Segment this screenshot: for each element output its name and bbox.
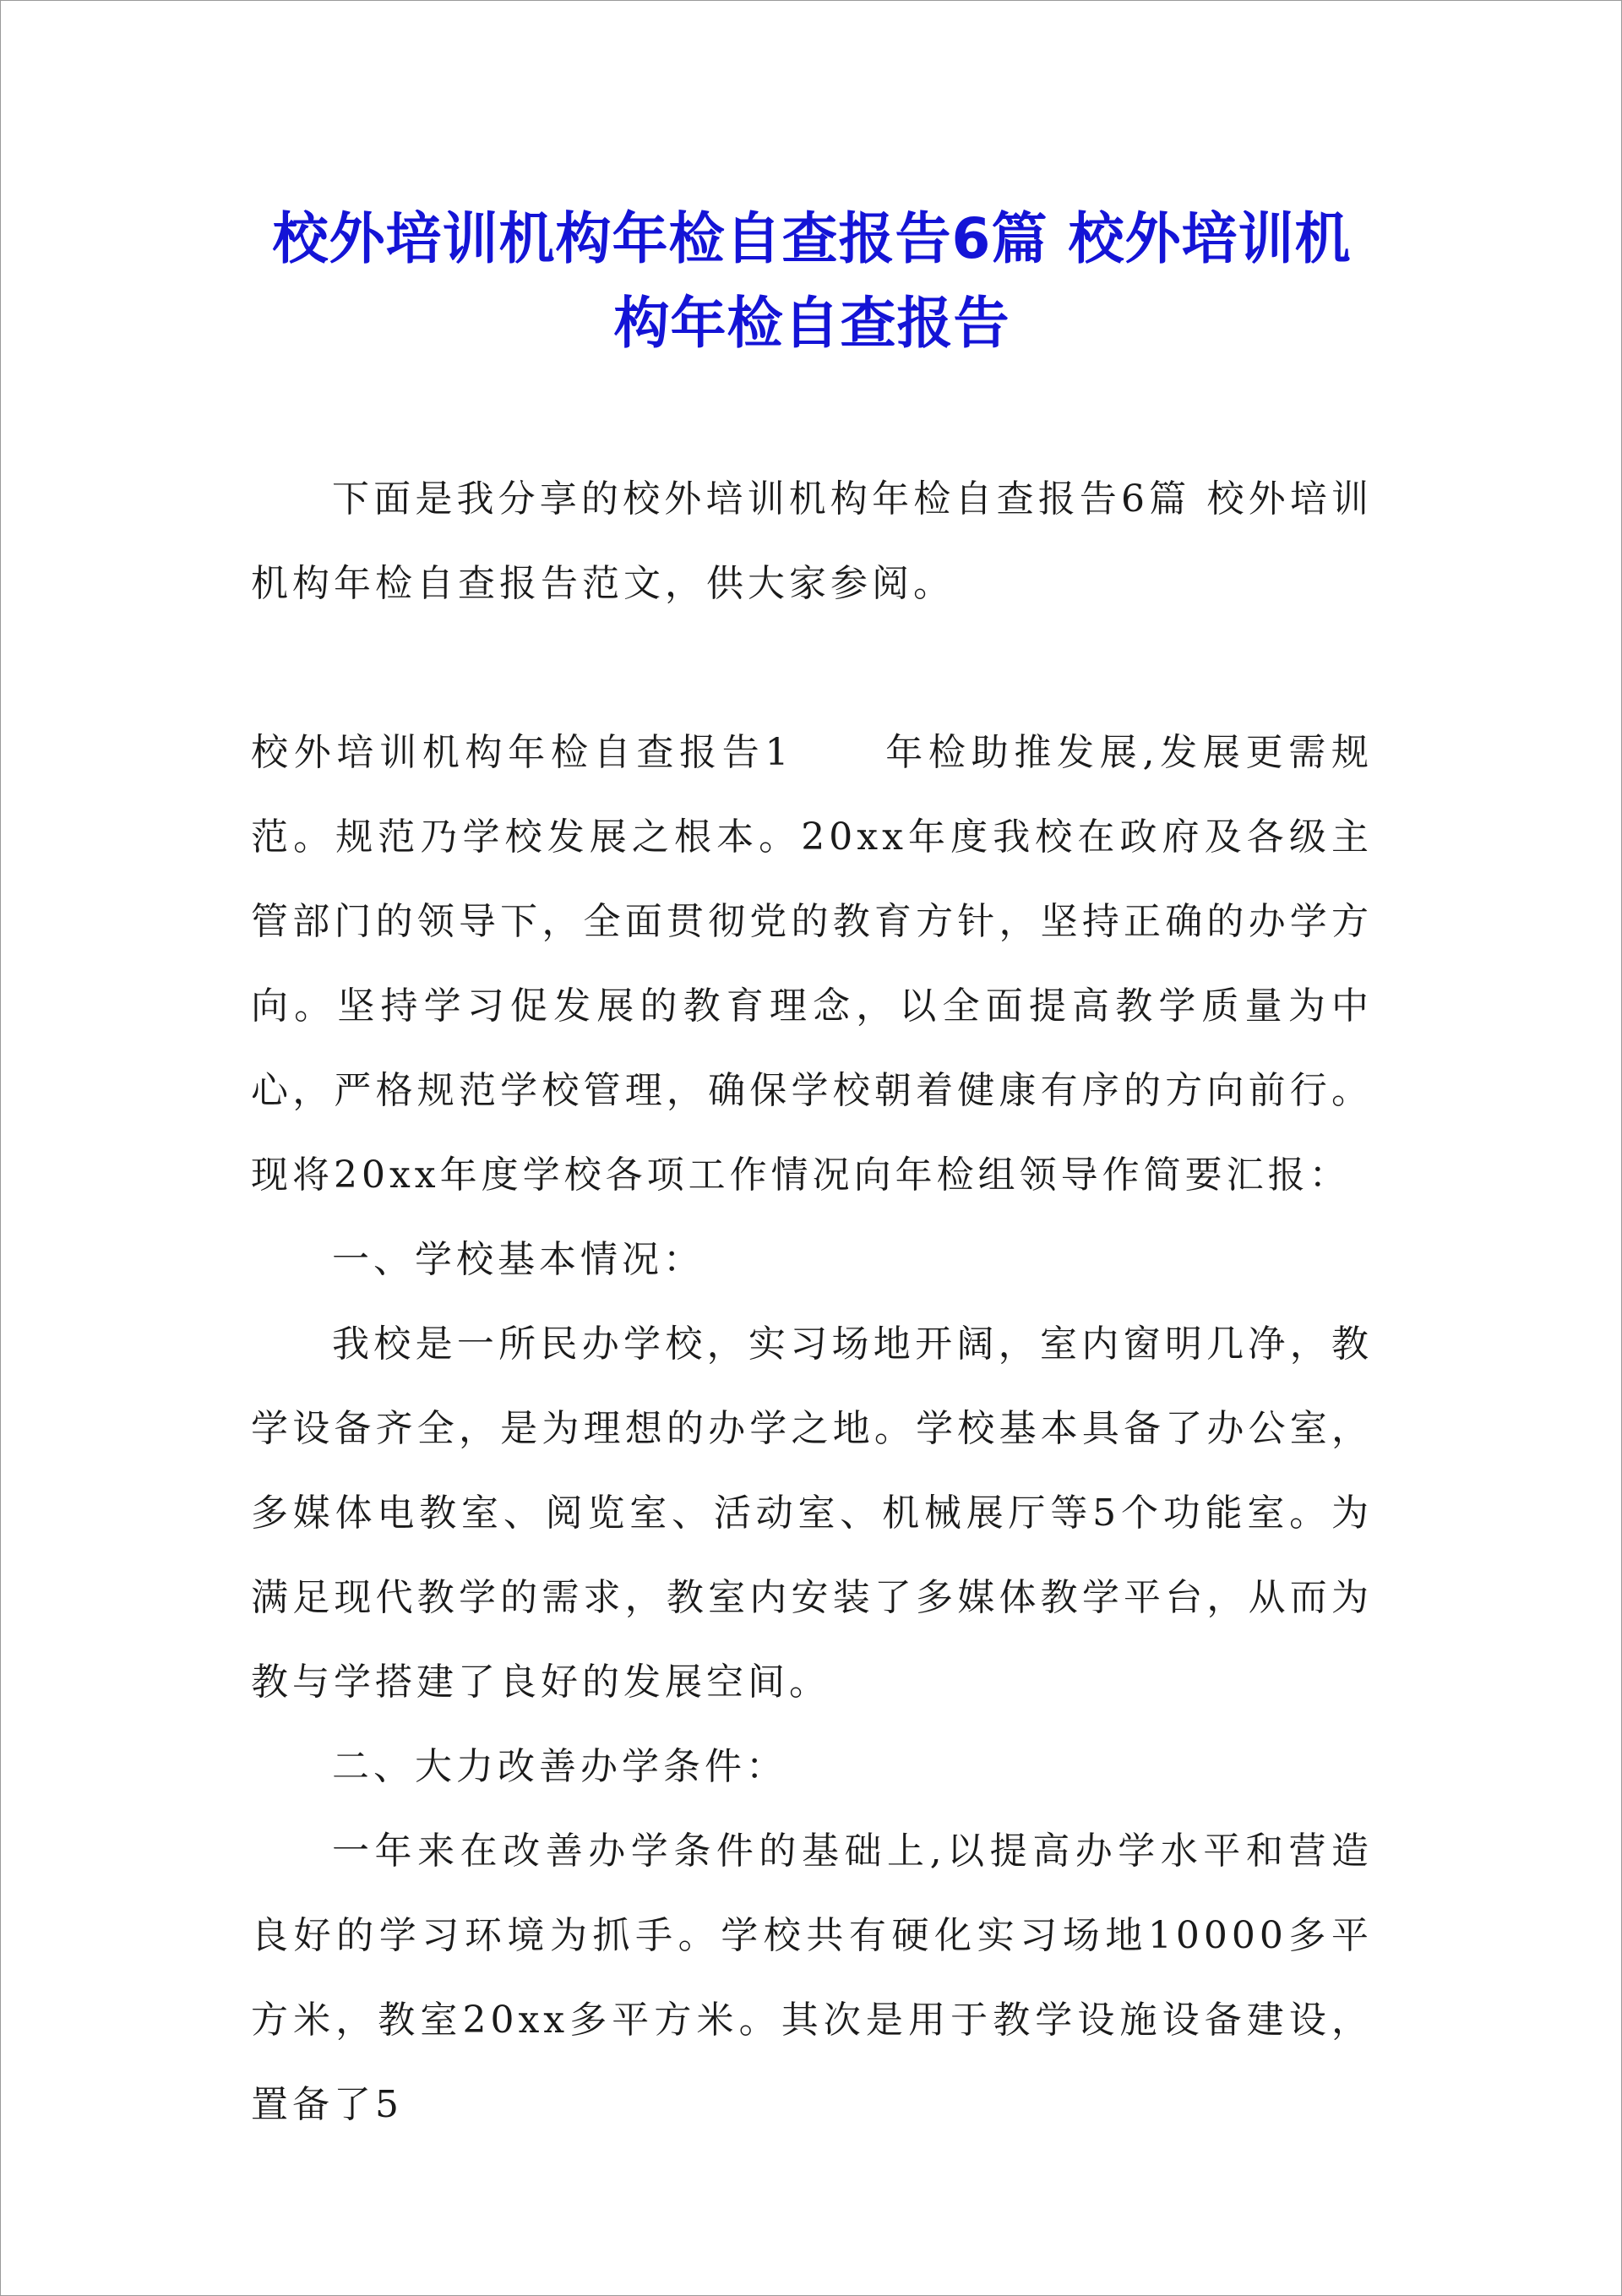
- section-1-text: 年检助推发展,发展更需规范。规范乃学校发展之根本。20xx年度我校在政府及各级主管部门的领导下，全面贯彻党的教育方针，坚持正确的办学方向。坚持学习促发展的教育理念，以全面提高教学质量为中心，严格规范学校管理，确保学校朝着健康有序的方向前行。现将20xx年度学校各项工作情况向年检组领导作简要汇报：: [251, 731, 1373, 1197]
- subheading-conditions: 二、大力改善办学条件：: [332, 1745, 787, 1788]
- subheading-basic-info: 一、学校基本情况：: [332, 1238, 705, 1281]
- conditions-paragraph: 一年来在改善办学条件的基础上,以提高办学水平和营造良好的学习环境为抓手。学校共有硬化实习场地10000多平方米，教室20xx多平方米。其次是用于教学设施设备建设，置备了5: [251, 1830, 1373, 2126]
- section-1-paragraph: [251, 711, 1373, 1218]
- basic-info-paragraph: 我校是一所民办学校，实习场地开阔，室内窗明几净，教学设备齐全，是为理想的办学之地。学校基本具备了办公室，多媒体电教室、阅览室、活动室、机械展厅等5个功能室。为满足现代教学的需求，教室内安装了多媒体教学平台，从而为教与学搭建了良好的发展空间。: [251, 1323, 1373, 1704]
- intro-paragraph: 下面是我分享的校外培训机构年检自查报告6篇 校外培训机构年检自查报告范文，供大家参阅。: [251, 477, 1373, 605]
- section-1-heading: 校外培训机构年检自查报告1: [251, 731, 793, 774]
- document-title: 校外培训机构年检自查报告6篇 校外培训机构年检自查报告: [272, 206, 1352, 356]
- document-body: [251, 457, 1373, 2147]
